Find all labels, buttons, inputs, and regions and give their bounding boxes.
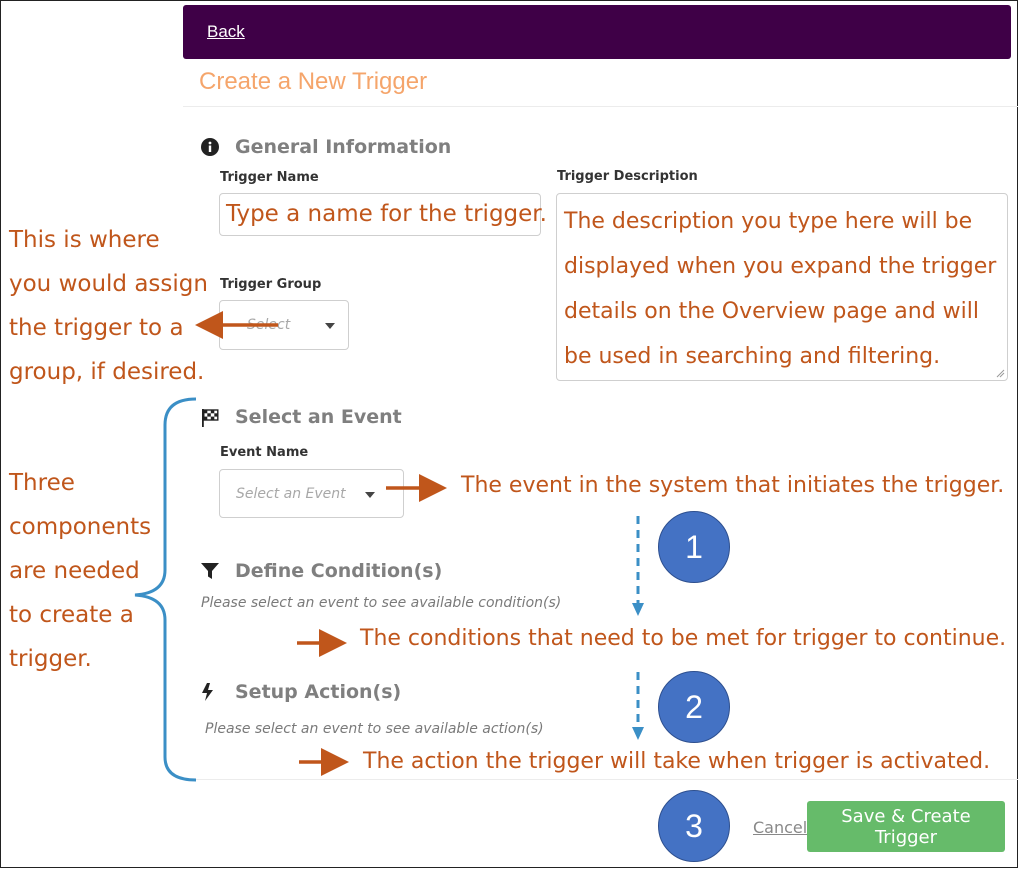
select-an-event-heading: Select an Event bbox=[235, 406, 402, 428]
trigger-name-value: Type a name for the trigger. bbox=[226, 201, 547, 227]
action-annotation: The action the trigger will take when trigger is activated. bbox=[363, 749, 991, 774]
back-link[interactable]: Back bbox=[207, 22, 245, 41]
trigger-group-label: Trigger Group bbox=[220, 277, 322, 292]
description-line: be used in searching and filtering. bbox=[564, 344, 941, 369]
page-title: Create a New Trigger bbox=[199, 68, 428, 95]
conditions-hint: Please select an event to see available condition(s) bbox=[201, 595, 562, 611]
event-placeholder: Select an Event bbox=[236, 486, 346, 502]
general-information-heading: General Information bbox=[235, 136, 452, 158]
annotation-line: are needed bbox=[9, 558, 140, 584]
annotation-line: group, if desired. bbox=[9, 359, 205, 385]
description-line: details on the Overview page and will bbox=[564, 299, 980, 324]
annotation-line: you would assign bbox=[9, 271, 208, 297]
setup-actions-heading: Setup Action(s) bbox=[235, 681, 402, 703]
step-badge-3: 3 bbox=[658, 790, 730, 862]
trigger-name-label: Trigger Name bbox=[220, 170, 319, 185]
conditions-annotation: The conditions that need to be met for trigger to continue. bbox=[360, 626, 1007, 651]
annotation-line: components bbox=[9, 514, 152, 540]
annotation-line: This is where bbox=[9, 227, 160, 253]
save-create-trigger-button[interactable]: Save & Create Trigger bbox=[807, 801, 1005, 852]
annotation-line: trigger. bbox=[9, 646, 92, 672]
trigger-description-label: Trigger Description bbox=[557, 169, 698, 184]
description-line: displayed when you expand the trigger bbox=[564, 254, 997, 279]
cancel-link[interactable]: Cancel bbox=[753, 818, 808, 837]
components-bracket bbox=[135, 399, 196, 780]
annotation-line: the trigger to a bbox=[9, 315, 184, 341]
trigger-group-placeholder: Select bbox=[247, 317, 291, 333]
description-line: The description you type here will be bbox=[564, 209, 973, 234]
step-badge-1: 1 bbox=[658, 511, 730, 583]
actions-hint: Please select an event to see available action(s) bbox=[205, 721, 544, 737]
annotation-line: Three bbox=[9, 470, 75, 496]
flow-arrowhead-1 bbox=[632, 603, 644, 616]
annotation-line: to create a bbox=[9, 602, 134, 628]
event-name-label: Event Name bbox=[220, 445, 309, 460]
event-annotation: The event in the system that initiates the trigger. bbox=[461, 473, 1005, 498]
define-conditions-heading: Define Condition(s) bbox=[235, 560, 443, 582]
flow-arrowhead-2 bbox=[632, 727, 644, 740]
step-badge-2: 2 bbox=[658, 671, 730, 743]
